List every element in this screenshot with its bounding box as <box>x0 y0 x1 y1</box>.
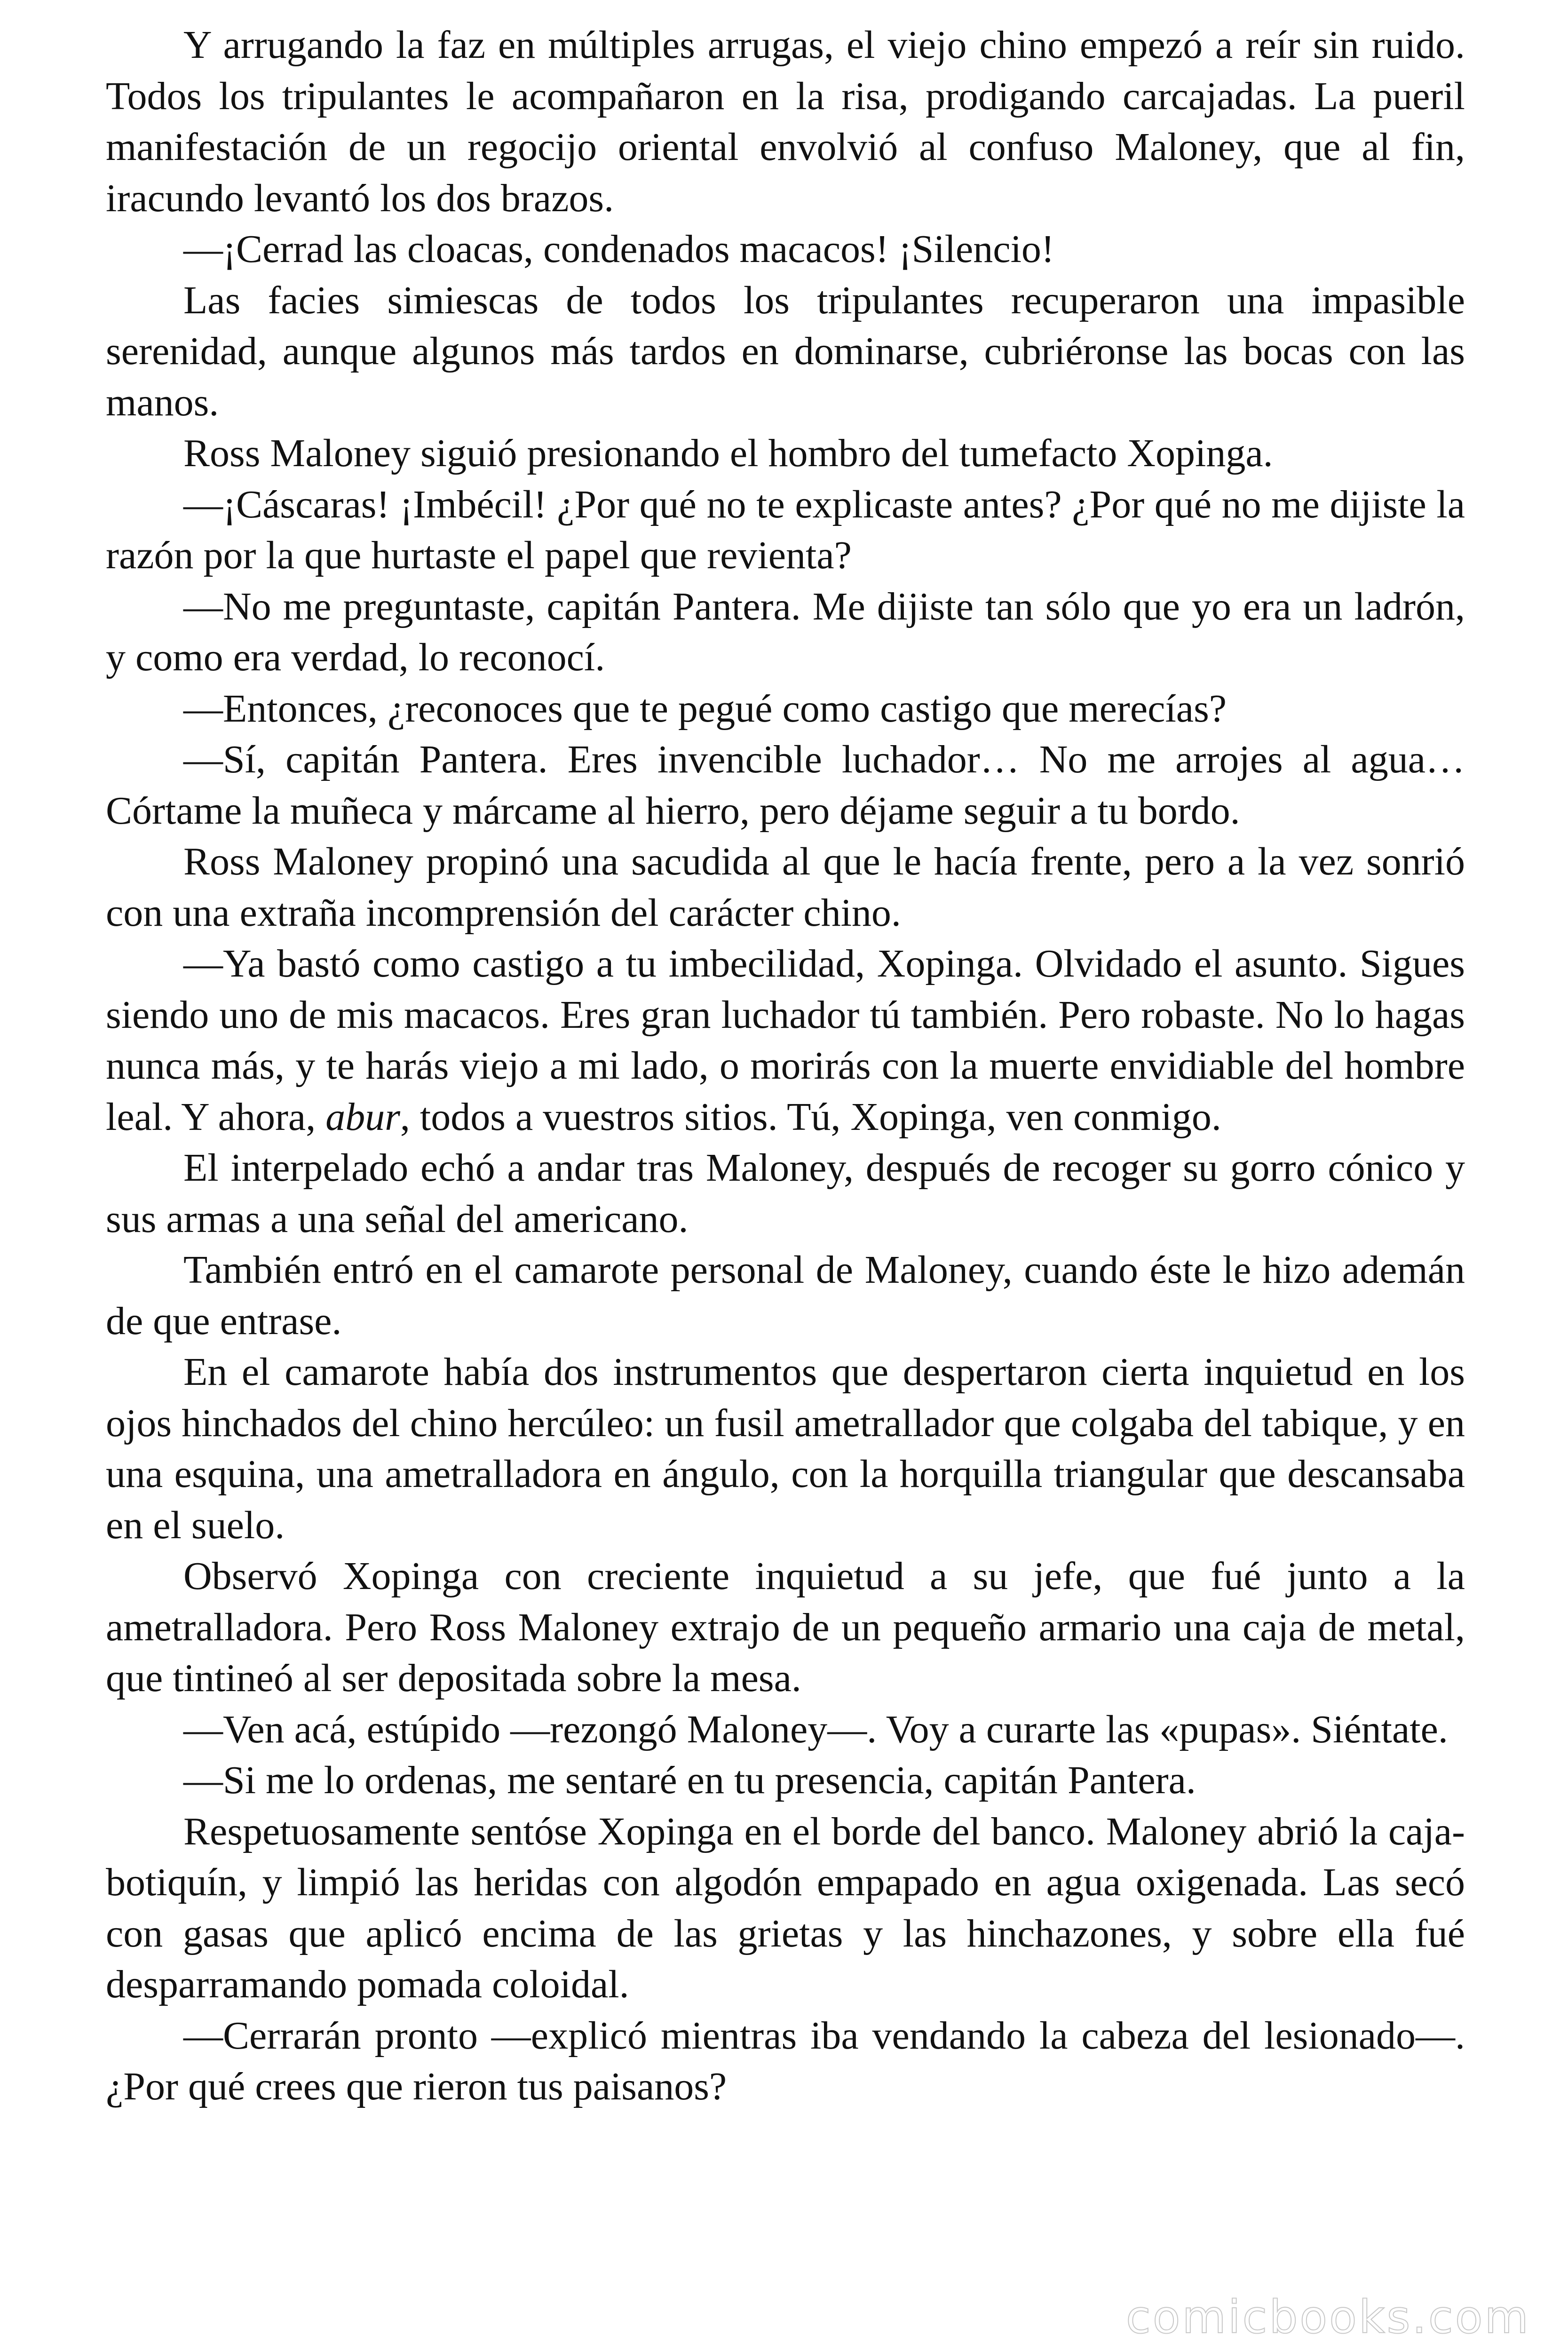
paragraph: El interpelado echó a andar tras Maloney, después de recoger su gorro cónico y sus armas a una señal del americano. <box>106 1146 1465 1241</box>
paragraph: Respetuosamente sentóse Xopinga en el borde del banco. Maloney abrió la caja-botiquín, y limpió las heridas con algodón empapado en agua oxigenada. Las secó con gasas que aplicó encima de las grietas y las hinchazones, y sobre ella fué desparramando pomada coloidal. <box>106 1809 1465 2006</box>
paragraph: —Cerrarán pronto —explicó mientras iba vendando la cabeza del lesionado—. ¿Por qué crees que rieron tus paisanos? <box>106 2013 1465 2108</box>
paragraph: —No me preguntaste, capitán Pantera. Me dijiste tan sólo que yo era un ladrón, y como era verdad, lo reconocí. <box>106 584 1465 679</box>
paragraph <box>106 938 1465 1143</box>
paragraph: —Sí, capitán Pantera. Eres invencible luchador… No me arrojes al agua… Córtame la muñeca y márcame al hierro, pero déjame seguir a tu bordo. <box>106 738 1465 833</box>
paragraph: Observó Xopinga con creciente inquietud a su jefe, que fué junto a la ametralladora. Pero Ross Maloney extrajo de un pequeño armario una caja de metal, que tintineó al ser depositada sobre la mesa. <box>106 1554 1465 1700</box>
paragraph: —Si me lo ordenas, me sentaré en tu presencia, capitán Pantera. <box>183 1758 1196 1802</box>
paragraph: —Entonces, ¿reconoces que te pegué como castigo que merecías? <box>183 686 1227 731</box>
paragraph: —Ven acá, estúpido —rezongó Maloney—. Voy a curarte las «pupas». Siéntate. <box>183 1707 1448 1751</box>
paragraph: Ross Maloney propinó una sacudida al que le hacía frente, pero a la vez sonrió con una extraña incomprensión del carácter chino. <box>106 840 1465 935</box>
watermark: comicbooks.com <box>1125 2291 1530 2344</box>
paragraph-text: , todos a vuestros sitios. Tú, Xopinga, ven conmigo. <box>400 1095 1221 1139</box>
paragraph: Ross Maloney siguió presionando el hombro del tumefacto Xopinga. <box>183 431 1273 475</box>
italic-word: abur <box>325 1095 400 1139</box>
paragraph: También entró en el camarote personal de Maloney, cuando éste le hizo ademán de que entrase. <box>106 1248 1465 1343</box>
page-body <box>106 20 1465 2113</box>
paragraph: En el camarote había dos instrumentos que despertaron cierta inquietud en los ojos hinchados del chino hercúleo: un fusil ametrallador que colgaba del tabique, y en una esquina, una ametralladora en ángulo, con la horquilla triangular que descansaba en el suelo. <box>106 1350 1465 1547</box>
paragraph: —¡Cerrad las cloacas, condenados macacos! ¡Silencio! <box>183 227 1054 271</box>
paragraph: —¡Cáscaras! ¡Imbécil! ¿Por qué no te explicaste antes? ¿Por qué no me dijiste la razón por la que hurtaste el papel que revienta? <box>106 482 1465 577</box>
paragraph: Las facies simiescas de todos los tripulantes recuperaron una impasible serenidad, aunque algunos más tardos en dominarse, cubriéronse las bocas con las manos. <box>106 278 1465 424</box>
paragraph: Y arrugando la faz en múltiples arrugas, el viejo chino empezó a reír sin ruido. Todos los tripulantes le acompañaron en la risa, prodigando carcajadas. La pueril manifestación de un regocijo oriental envolvió al confuso Maloney, que al fin, iracundo levantó los dos brazos. <box>106 23 1465 220</box>
paragraph-text: —Ya bastó como castigo a tu imbecilidad, Xopinga. Olvidado el asunto. Sigues siendo uno de mis macacos. Eres gran luchador tú también. Pero robaste. No lo hagas nunca más, y te harás viejo a mi lado, o morirás con la muerte envidiable del hombre leal. Y ahora, <box>106 942 1465 1139</box>
